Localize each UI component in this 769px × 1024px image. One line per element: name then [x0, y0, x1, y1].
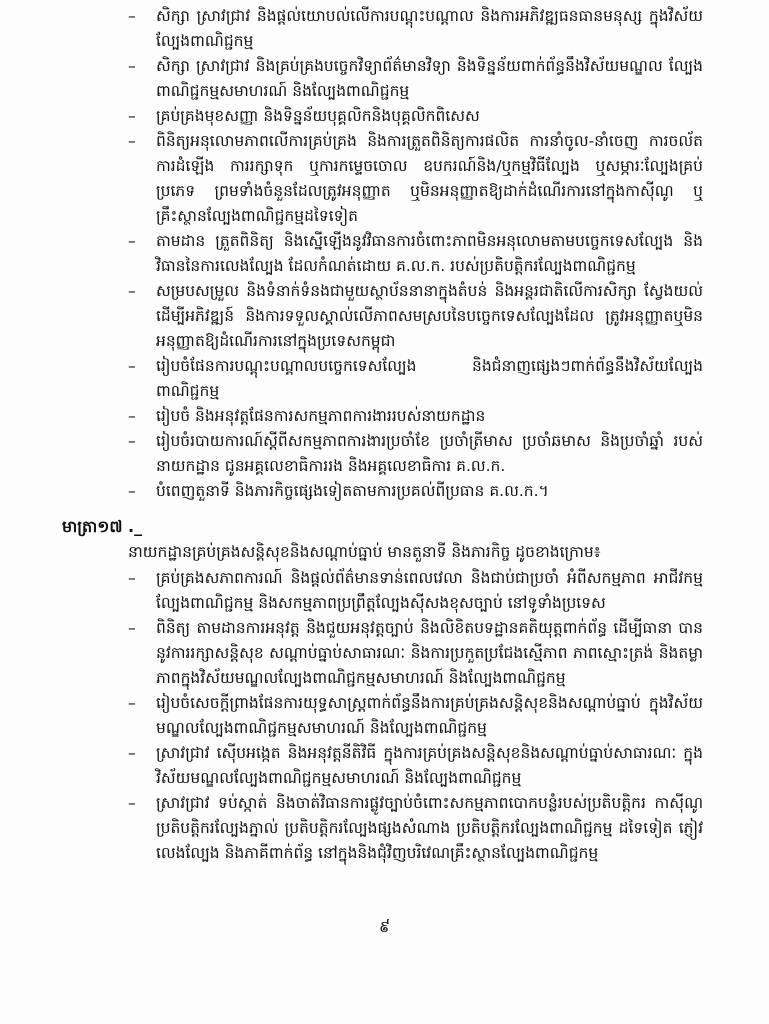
list-item-text: គ្រប់គ្រងមុខសញ្ញា និងទិន្នន័យបុគ្គលិកនិងបុគ្គលិកពិសេស	[156, 107, 480, 125]
list-item-text: តាមដាន ត្រួតពិនិត្យ និងស្នើឡើងនូវវិធានការចំពោះភាពមិនអនុលោមតាមបច្ចេកទេសល្បែង និងវិធាននៃការលេងល្បែង ដែលកំណត់ដោយ គ.ល.ក. របស់ប្រតិបត្តិករល្បែងពាណិជ្ជកម្ម	[156, 232, 703, 275]
bullet-dash: –	[128, 569, 136, 587]
page-number: ៩	[378, 917, 391, 936]
list-item-text: រៀបចំផែនការបណ្តុះបណ្តាលបច្ចេកទេសល្បែង និងជំនាញផ្សេងៗពាក់ព័ន្ធនឹងវិស័យល្បែង ពាណិជ្ជកម្ម	[156, 357, 703, 400]
bullet-dash: –	[128, 132, 136, 150]
list-item	[128, 741, 703, 791]
bullet-dash: –	[128, 794, 136, 812]
list-item-text: រៀបចំរបាយការណ៍ស្តីពីសកម្មភាពការងារប្រចាំខែ ប្រចាំត្រីមាស ប្រចាំឆមាស និងប្រចាំឆ្នាំ របស់នាយកដ្ឋាន ជូនអគ្គលេខាធិការរង និងអគ្គលេខាធិការ គ.ល.ក.	[156, 432, 703, 475]
bullet-dash: –	[128, 357, 136, 375]
bullet-dash: –	[128, 694, 136, 712]
list-item-text: ស្រាវជ្រាវ ទប់ស្កាត់ និងចាត់វិធានការផ្លូវច្បាប់ចំពោះសកម្មភាពបោកបន្លំរបស់ប្រតិបត្តិករ កាស៊ីណូ ប្រតិបត្តិករល្បែងភ្នាល់ ប្រតិបត្តិករល្បែងផ្សងសំណាង ប្រតិបត្តិករល្បែងពាណិជ្ជកម្ម ដទៃទៀត ភ្ញៀវលេងល្បែង និងភាគីពាក់ព័ន្ធ នៅក្នុងនិងជុំវិញបរិវេណគ្រឹះស្ថានល្បែងពាណិជ្ជកម្ម	[156, 794, 703, 862]
list-item-text: គ្រប់គ្រងសភាពការណ៍ និងផ្តល់ព័ត៌មានទាន់ពេលវេលា និងជាប់ជាប្រចាំ អំពីសកម្មភាព អាជីវកម្មល្បែងពាណិជ្ជកម្ម និងសកម្មភាពប្រព្រឹត្តល្បែងស៊ីសងខុសច្បាប់ នៅទូទាំងប្រទេស	[156, 569, 703, 612]
list-item	[128, 129, 703, 229]
list-item	[128, 429, 703, 479]
list-item	[128, 229, 703, 279]
bullet-dash: –	[128, 482, 136, 500]
list-item-text: បំពេញតួនាទី និងភារកិច្ចផ្សេងទៀតតាមការប្រគល់ពីប្រធាន គ.ល.ក.។	[156, 482, 549, 500]
list-item-text: ពិនិត្យ តាមដានការអនុវត្ត និងជួយអនុវត្តច្បាប់ និងលិខិតបទដ្ឋានគតិយុត្តពាក់ព័ន្ធ ដើម្បីធានា បាននូវការរក្សាសន្តិសុខ សណ្តាប់ធ្នាប់សាធារណៈ និងការប្រកួតប្រជែងស្មើភាព ភាពស្មោះត្រង់ និងតម្លាភាពក្នុងវិស័យមណ្ឌលល្បែងពាណិជ្ជកម្មសមាហរណ៍ និងល្បែងពាណិជ្ជកម្ម	[156, 619, 703, 687]
list-item-text: ពិនិត្យអនុលោមភាពលើការគ្រប់គ្រង និងការត្រួតពិនិត្យការផលិត ការនាំចូល-នាំចេញ ការចល័ត ការដំឡើង ការរក្សាទុក ឬការកម្ទេចចោល ឧបករណ៍និង/ឬកម្មវិធីល្បែង ឬសម្ភារៈល្បែងគ្រប់ ប្រភេទ ព្រមទាំងចំនួនដែលត្រូវអនុញ្ញាត ឬមិនអនុញ្ញាតឱ្យដាក់ដំណើរការនៅក្នុងកាស៊ីណូ ឬ គ្រឹះស្ថានល្បែងពាណិជ្ជកម្មដទៃទៀត	[156, 132, 703, 225]
bullet-dash: –	[128, 282, 136, 300]
bullet-dash: –	[128, 57, 136, 75]
list-item	[128, 4, 703, 54]
list-item	[128, 479, 703, 504]
list-item	[128, 404, 703, 429]
list-item-text: សិក្សា ស្រាវជ្រាវ និងផ្តល់យោបល់លើការបណ្តុះបណ្តាល និងការអភិវឌ្ឍធនធានមនុស្ស ក្នុងវិស័យល្បែងពាណិជ្ជកម្ម	[156, 7, 703, 50]
article-intro: នាយកដ្ឋានគ្រប់គ្រងសន្តិសុខនិងសណ្តាប់ធ្នាប់ មានតួនាទី និងភារកិច្ច ដូចខាងក្រោម៖	[128, 543, 601, 561]
list-item	[128, 354, 703, 404]
list-item	[128, 104, 703, 129]
bullet-dash: –	[128, 107, 136, 125]
list-item-text: សម្របសម្រួល និងទំនាក់ទំនងជាមួយស្ថាប័ននានាក្នុងតំបន់ និងអន្តរជាតិលើការសិក្សា ស្វែងយល់ដើម្បីអភិវឌ្ឍន៍ និងការទទួលស្គាល់លើភាពសមស្របនៃបច្ចេកទេសល្បែងដែល ត្រូវអនុញ្ញាតឬមិនអនុញ្ញាតឱ្យដំណើរការនៅក្នុងប្រទេសកម្ពុជា	[156, 282, 703, 350]
list-item-text: រៀបចំសេចក្តីព្រាងផែនការយុទ្ធសាស្ត្រពាក់ព័ន្ធនឹងការគ្រប់គ្រងសន្តិសុខនិងសណ្តាប់ធ្នាប់ ក្នុងវិស័យមណ្ឌលល្បែងពាណិជ្ជកម្មសមាហរណ៍ និងល្បែងពាណិជ្ជកម្ម	[156, 694, 703, 737]
list-item-text: រៀបចំ និងអនុវត្តផែនការសកម្មភាពការងាររបស់នាយកដ្ឋាន	[156, 407, 486, 425]
bullet-dash: –	[128, 7, 136, 25]
article-heading: មាត្រា១៧ ._	[62, 517, 143, 536]
duties-list-previous-article	[128, 4, 703, 504]
list-item	[128, 54, 703, 104]
list-item	[128, 691, 703, 741]
list-item	[128, 279, 703, 354]
bullet-dash: –	[128, 407, 136, 425]
list-item	[128, 566, 703, 616]
duties-list-article-17	[128, 566, 703, 866]
bullet-dash: –	[128, 619, 136, 637]
bullet-dash: –	[128, 432, 136, 450]
list-item	[128, 791, 703, 866]
list-item-text: ស្រាវជ្រាវ ស៊ើបអង្កេត និងអនុវត្តនីតិវិធី ក្នុងការគ្រប់គ្រងសន្តិសុខនិងសណ្តាប់ធ្នាប់សាធារណៈ ក្នុងវិស័យមណ្ឌលល្បែងពាណិជ្ជកម្មសមាហរណ៍ និងល្បែងពាណិជ្ជកម្ម	[156, 744, 703, 787]
bullet-dash: –	[128, 232, 136, 250]
bullet-dash: –	[128, 744, 136, 762]
list-item-text: សិក្សា ស្រាវជ្រាវ និងគ្រប់គ្រងបច្ចេកវិទ្យាព័ត៌មានវិទ្យា និងទិន្នន័យពាក់ព័ន្ធនឹងវិស័យមណ្ឌល ល្បែងពាណិជ្ជកម្មសមាហរណ៍ និងល្បែងពាណិជ្ជកម្ម	[156, 57, 703, 100]
list-item	[128, 616, 703, 691]
